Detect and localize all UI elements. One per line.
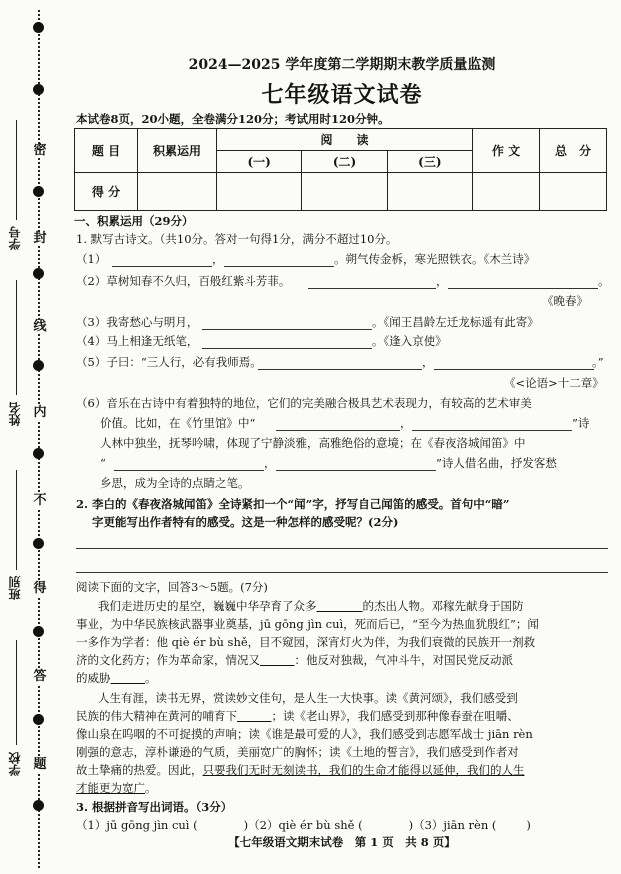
p2-underlined-sentence: 才能更为宽广 <box>76 781 145 795</box>
answer-blank[interactable] <box>448 288 598 289</box>
reading-sub2: (二) <box>302 151 387 173</box>
seal-char: 封 <box>33 231 47 246</box>
total-header: 总 分 <box>540 129 607 173</box>
reading-sub3: (三) <box>387 151 472 173</box>
answer-blank[interactable] <box>276 470 436 471</box>
binding-hole <box>33 448 44 459</box>
answer-blank[interactable] <box>112 266 212 267</box>
seal-char: 线 <box>33 319 47 334</box>
p1-text: 。 <box>145 671 157 685</box>
essay-header: 作 文 <box>473 129 540 173</box>
p2-underlined-sentence: 只要我们无时无刻读书，我们的生命才能得以延伸，我们的人生 <box>202 763 525 777</box>
p1-blank[interactable] <box>111 671 146 685</box>
question-3: 3. 根据拼音写出词语。（3分） <box>76 800 233 814</box>
question-2: 2. 李白的《春夜洛城闻笛》全诗紧扣一个“闻”字，抒写自己闻笛的感受。首句中“暗” <box>76 497 510 511</box>
reading-header: 阅 读 <box>217 129 473 151</box>
score-cell[interactable] <box>387 173 472 211</box>
seal-char: 答 <box>33 669 47 684</box>
subject-header: 题 目 <box>75 129 138 173</box>
p1-text: 济的文化药方；作为革命家，情况又 <box>76 653 260 667</box>
answer-blank[interactable] <box>202 348 372 349</box>
p2-text: 故土挚痛的热爱。因此， <box>76 763 203 777</box>
class-field[interactable] <box>16 470 17 570</box>
seal-char: 题 <box>33 757 47 772</box>
reading-sub1: (一) <box>217 151 302 173</box>
binding-hole <box>33 538 44 549</box>
reading-line-blank <box>76 708 608 726</box>
q1-line3-text: （3）我寄愁心与明月， <box>76 315 199 329</box>
reading-line-blank <box>76 670 608 688</box>
score-cell[interactable] <box>217 173 302 211</box>
number-field[interactable] <box>16 120 17 220</box>
q1-line2-text: （2）草树知春不久归，百般红紫斗芳菲。 <box>76 274 291 288</box>
q1-line6-quote: “ <box>100 456 106 470</box>
q1-line1-text: 。朔气传金柝，寒光照铁衣。《木兰诗》 <box>334 252 536 266</box>
exam-subtitle: 七年级语文试卷 <box>261 82 423 108</box>
reading-line: 像山泉在呜咽的不可捉摸的声响；读《谁是最可爱的人》，我们感受到志愿军战士 jiān rèn <box>76 727 533 741</box>
q3-item3-end: ) <box>526 818 531 832</box>
reading-line: 刚强的意志，淳朴谦逊的气质，美丽宽广的胸怀；读《土地的誓言》，我们感受到作者对 <box>76 745 519 759</box>
exam-title: 2024—2025 学年度第二学期期末教学质量监测 <box>188 57 496 73</box>
q3-item3: )（3）jiān rèn ( <box>408 818 497 832</box>
school-field[interactable] <box>16 640 17 745</box>
p1-text: 的威胁 <box>76 671 111 685</box>
name-field[interactable] <box>16 280 17 395</box>
seal-dotted-line <box>38 10 40 868</box>
q1-line1-sep: ， <box>212 252 224 266</box>
class-label: 班别 <box>8 576 22 600</box>
q1-line5-sep: ， <box>422 355 434 369</box>
q3-item1: （1）jū gōng jìn cuì ( <box>76 818 198 832</box>
q1-line6-end2: ”诗人借名曲，抒发客愁 <box>436 456 557 470</box>
reading-line: 事业，为中华民族核武器事业奠基，jū gōng jìn cuì，死而后已，“至今为热血犹殷红”；闻 <box>76 617 539 631</box>
binding-hole <box>33 84 44 95</box>
q1-line4-source: 。《逢入京使》 <box>372 334 447 348</box>
answer-blank[interactable] <box>114 470 264 471</box>
p2-text: ；读《老山界》，我们感受到那种像春蚕在咀嚼、 <box>271 709 519 723</box>
seal-char: 不 <box>33 493 47 508</box>
p1-text: 我们走进历史的星空，巍巍中华孕育了众多 <box>98 599 317 613</box>
answer-line[interactable] <box>76 572 608 573</box>
q1-line5-source: 《<论语>十二章》 <box>504 376 604 390</box>
q1-line6-text: （6）音乐在古诗中有着独特的地位，它们的完美融合极具艺术表现力，有较高的艺术审美 <box>76 396 532 410</box>
question-1: 1. 默写古诗文。（共10分。答对一句得1分，满分不超过10分。 <box>76 232 398 246</box>
q1-line6-text2: 价值。比如，在《竹里馆》中“ <box>100 416 256 430</box>
binding-margin <box>0 0 70 874</box>
score-cell[interactable] <box>302 173 387 211</box>
seal-char: 得 <box>33 581 47 596</box>
reading-line: 一多作为学者：他 qiè ér bù shě，目不窥园，深宵灯火为伴，为我们衰微的民族开一剂救 <box>76 635 536 649</box>
score-cell[interactable] <box>473 173 540 211</box>
number-label: 学号 <box>8 226 22 250</box>
school-label: 学校 <box>8 752 22 776</box>
q1-line1-label: （1） <box>76 252 107 266</box>
q3-item2: )（2）qiè ér bù shě ( <box>243 818 363 832</box>
score-row-label: 得 分 <box>75 173 138 211</box>
question-3-items <box>76 816 531 834</box>
binding-hole <box>33 268 44 279</box>
q1-line6-text3: 人林中独坐，抚琴吟啸，体现了宁静淡雅，高雅绝俗的意境；在《春夜洛城闻笛》中 <box>100 436 526 450</box>
answer-blank[interactable] <box>202 329 372 330</box>
reading-line-blank <box>76 652 608 670</box>
binding-hole <box>33 714 44 725</box>
q1-line2-source: 《晚春》 <box>542 294 588 308</box>
reading-line-underlined <box>76 780 608 798</box>
accum-header: 积累运用 <box>138 129 217 173</box>
binding-hole <box>33 360 44 371</box>
answer-blank[interactable] <box>308 288 436 289</box>
score-cell[interactable] <box>540 173 607 211</box>
q1-line5-text: （5）子曰：“三人行，必有我师焉。 <box>76 355 262 369</box>
answer-blank[interactable] <box>276 430 400 431</box>
q1-line6-sep: ， <box>400 416 412 430</box>
p1-text: 的杰出人物。邓稼先献身于国防 <box>362 599 524 613</box>
q1-line6-end1: ”诗 <box>572 416 590 430</box>
reading-paragraph-1 <box>76 598 608 616</box>
answer-blank[interactable] <box>412 430 572 431</box>
q1-line6-text4: 乡思，成为全诗的点睛之笔。 <box>100 476 250 490</box>
seal-char: 密 <box>33 143 47 158</box>
reading-paragraph-2: 人生有涯，读书无界，赏读妙文佳句，是人生一大快事。读《黄河颂》，我们感受到 <box>98 691 518 705</box>
q1-line5-end: 。” <box>592 355 604 369</box>
p1-text: ：他反对独裁，气冲斗牛，对国民党反动派 <box>294 653 513 667</box>
q1-line3-source: 。《闻王昌龄左迁龙标遥有此寄》 <box>372 315 539 329</box>
q1-line2-end: 。 <box>598 274 610 288</box>
exam-info: 本试卷8页，20小题，全卷满分120分；考试用时120分钟。 <box>76 112 390 126</box>
binding-hole <box>33 186 44 197</box>
reading-line-underlined <box>76 762 608 780</box>
answer-blank[interactable] <box>434 369 594 370</box>
answer-line[interactable] <box>76 548 608 549</box>
p2-blank[interactable] <box>237 709 272 723</box>
exam-content <box>72 0 612 874</box>
reading-intro: 阅读下面的文字，回答3～5题。(7分) <box>76 580 268 594</box>
binding-hole <box>33 626 44 637</box>
p1-blank[interactable] <box>317 599 363 613</box>
score-table <box>74 128 607 211</box>
section-heading: 一、积累运用（29分） <box>74 214 194 228</box>
name-label: 姓名 <box>8 402 22 426</box>
answer-blank[interactable] <box>258 369 422 370</box>
binding-hole <box>33 800 44 811</box>
page-footer: 【七年级语文期末试卷 第 1 页 共 8 页】 <box>228 835 456 849</box>
question-2-cont: 字更能写出作者特有的感受。这是一种怎样的感受呢？(2分) <box>92 515 399 529</box>
p1-blank[interactable] <box>260 653 295 667</box>
score-cell[interactable] <box>138 173 217 211</box>
seal-char: 内 <box>33 405 47 420</box>
binding-hole <box>33 22 44 33</box>
q1-line6-sep2: ， <box>264 456 276 470</box>
q1-line2-sep: ， <box>436 274 448 288</box>
p2-text: 民族的伟大精神在黄河的哺育下 <box>76 709 237 723</box>
q1-line4-text: （4）马上相逢无纸笔， <box>76 334 199 348</box>
p2-text: 。 <box>145 781 157 795</box>
answer-blank[interactable] <box>224 266 334 267</box>
